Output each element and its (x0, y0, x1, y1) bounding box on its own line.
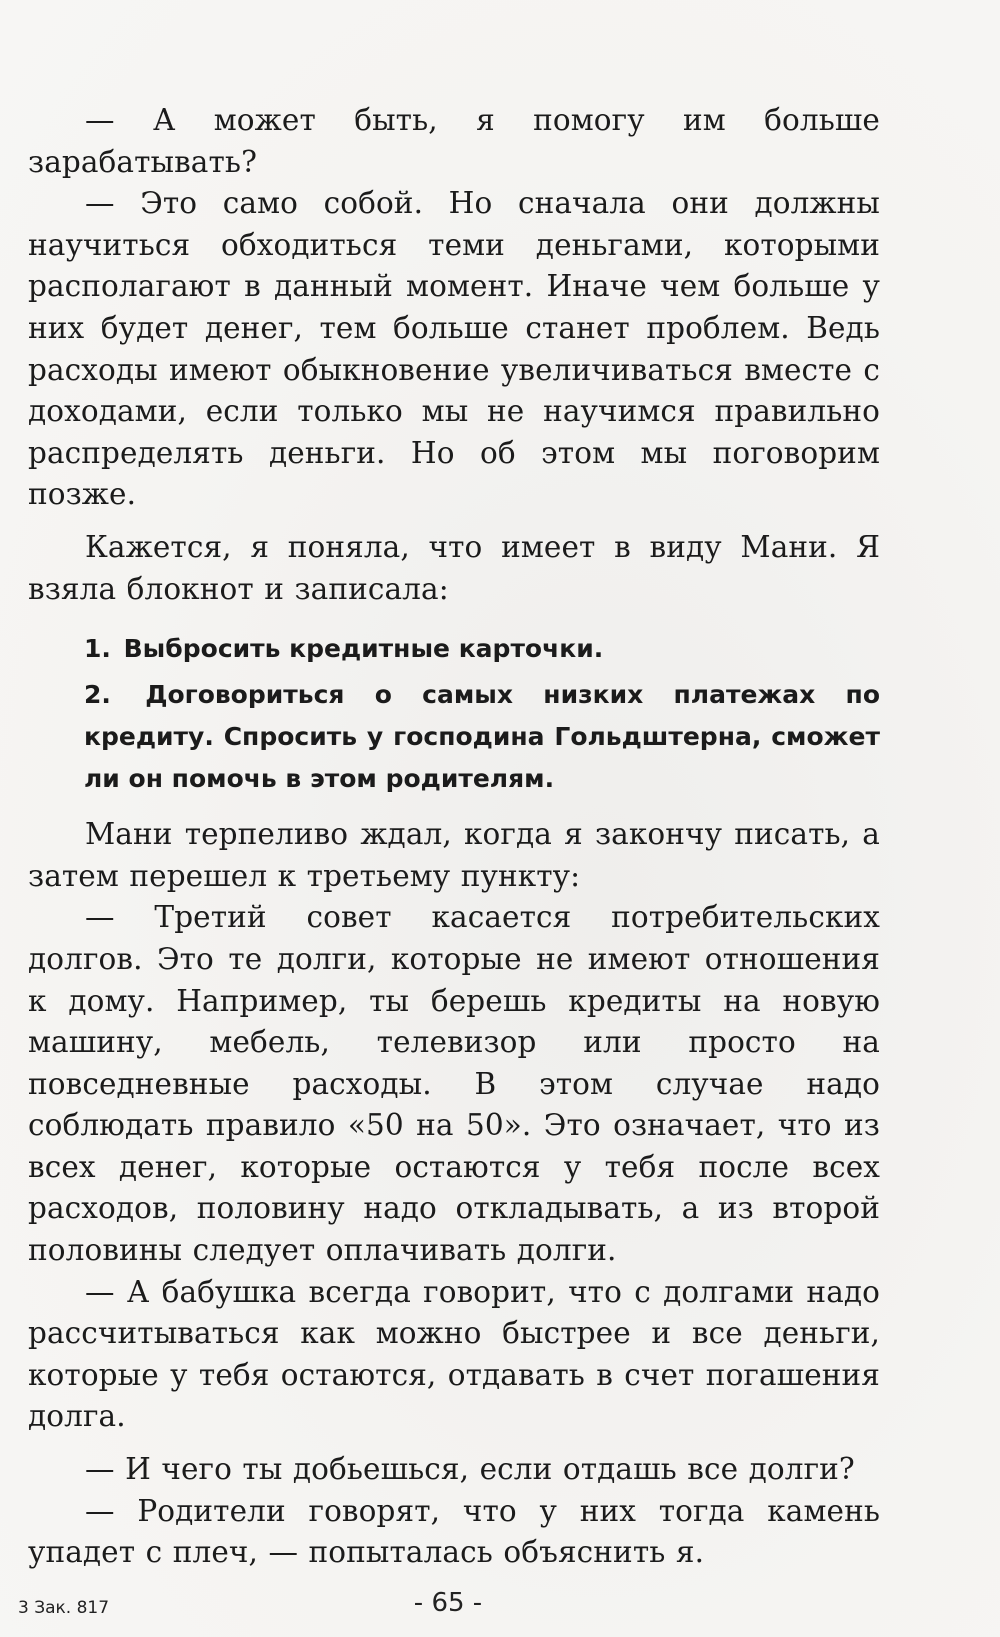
paragraph: — А может быть, я помогу им больше зарабатывать? (28, 103, 880, 179)
note-number: 1. (84, 634, 111, 664)
page-number: - 65 - (413, 1588, 483, 1618)
notes-list (28, 628, 880, 800)
note-item (28, 674, 880, 800)
paragraph: — Третий совет касается потребительских долгов. Это те долги, которые не имеют отношения к дому. Например, ты берешь кредиты на новую машину, мебель, телевизор или просто на повседневные расходы. В этом случае надо соблюдать правило «50 на 50». Это означает, что из всех денег, которые остаются у тебя после всех расходов, половину надо откладывать, а из второй половины следует оплачивать долги. (28, 900, 880, 1268)
paragraph: — А бабушка всегда говорит, что с долгами надо рассчитываться как можно быстрее и все деньги, которые у тебя остаются, отдавать в счет погашения долга. (28, 1274, 880, 1434)
note-number: 2. (84, 680, 111, 710)
paragraph: Кажется, я поняла, что имеет в виду Мани. Я взяла блокнот и записала: (28, 529, 880, 606)
note-text: Выбросить кредитные карточки. (123, 634, 604, 664)
paragraph: Мани терпеливо ждал, когда я закончу писать, а затем перешел к третьему пункту: (28, 817, 880, 893)
paragraph: — Это само собой. Но сначала они должны научиться обходиться теми деньгами, которыми располагают в данный момент. Иначе чем больше у них будет денег, тем больше станет проблем. Ведь расходы имеют обыкновение увеличиваться вместе с доходами, если только мы не научимся правильно распределять деньги. Но об этом мы поговорим позже. (28, 186, 880, 512)
note-text: Договориться о самых низких платежах по кредиту. Спросить у господина Гольдштерна, сможет ли он помочь в этом родителям. (84, 680, 880, 794)
paragraph: — И чего ты добьешься, если отдашь все долги? (85, 1452, 855, 1487)
text-block (28, 100, 880, 1574)
note-item (28, 628, 880, 670)
paragraph: — Родители говорят, что у них тогда камень упадет с плеч, — попыталась объяснить я. (28, 1493, 880, 1570)
print-order-code: 3 Зак. 817 (18, 1598, 110, 1618)
